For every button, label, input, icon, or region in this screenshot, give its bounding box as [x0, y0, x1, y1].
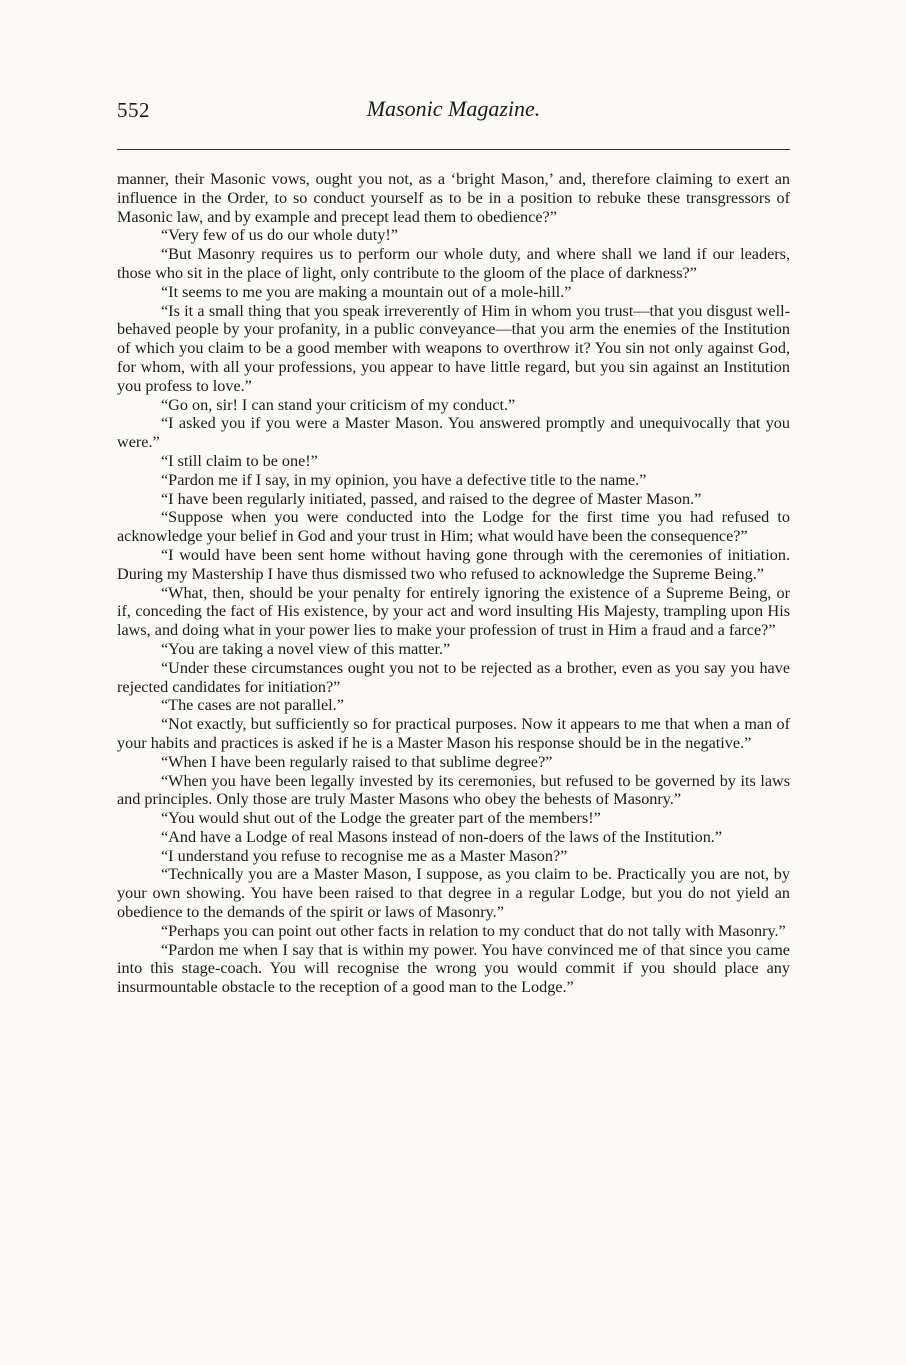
page-header — [117, 96, 790, 130]
running-title: Masonic Magazine. — [366, 96, 541, 121]
paragraph: manner, their Masonic vows, ought you not, as a ‘bright Mason,’ and, therefore claiming to exert an influence in the Order, to so conduct yourself as to be in a position to rebuke these transgressors of Masonic law, and by example and precept lead them to obedience?” — [117, 170, 790, 226]
paragraph: “Not exactly, but sufficiently so for practical purposes. Now it appears to me that when a man of your habits and practices is asked if he is a Master Mason his response should be in the negative.” — [117, 715, 790, 752]
paragraph: “When you have been legally invested by its ceremonies, but refused to be governed by its laws and principles. Only those are truly Master Masons who obey the behests of Masonry.” — [117, 771, 790, 809]
paragraph: “What, then, should be your penalty for entirely ignoring the existence of a Supreme Being, or if, conceding the fact of His existence, by your act and word insulting His Majesty, trampling upon His laws, and doing what in your power lies to make your profession of trust in Him a fraud and a farce?” — [117, 583, 790, 640]
paragraph: “Under these circumstances ought you not to be rejected as a brother, even as you say you have rejected candidates for initiation?” — [117, 658, 790, 696]
paragraph: “You would shut out of the Lodge the greater part of the members!” — [161, 809, 601, 828]
paragraph: “Pardon me if I say, in my opinion, you have a defective title to the name.” — [161, 470, 647, 489]
paragraph: “I would have been sent home without having gone through with the ceremonies of initiation. During my Mastership I have thus dismissed two who refused to acknowledge the Supreme Being.” — [117, 545, 790, 583]
paragraph: “You are taking a novel view of this matter.” — [161, 639, 451, 658]
paragraph: “The cases are not parallel.” — [161, 696, 344, 715]
paragraph: “Is it a small thing that you speak irreverently of Him in whom you trust—that you disgust well-behaved people by your profanity, in a public conveyance—that you arm the enemies of the Institution of which you claim to be a good member with weapons to overthrow it? You sin not only against God, for whom, with all your professions, you appear to have little regard, but you sin against an Institution you profess to love.” — [117, 301, 790, 395]
paragraph: “Perhaps you can point out other facts in relation to my conduct that do not tally with Masonry.” — [161, 921, 786, 940]
paragraph: “Pardon me when I say that is within my power. You have convinced me of that since you came into this stage-coach. You will recognise the wrong you would commit if you should place any insurmountable obstacle to the reception of a good man to the Lodge.” — [117, 940, 790, 997]
header-rule — [117, 149, 790, 150]
paragraph: “I still claim to be one!” — [161, 451, 318, 470]
page-number: 552 — [117, 98, 150, 122]
paragraph: “But Masonry requires us to perform our whole duty, and where shall we land if our leaders, those who sit in the place of light, only contribute to the gloom of the place of darkness?” — [117, 245, 790, 282]
paragraph: “I understand you refuse to recognise me as a Master Mason?” — [161, 846, 568, 865]
paragraph: “I asked you if you were a Master Mason. You answered promptly and unequivocally that you were.” — [117, 414, 790, 452]
paragraph: “Suppose when you were conducted into the Lodge for the first time you had refused to acknowledge your belief in God and your trust in Him; what would have been the consequence?” — [117, 508, 790, 546]
paragraph: “When I have been regularly raised to that sublime degree?” — [161, 752, 553, 771]
paragraph: “I have been regularly initiated, passed, and raised to the degree of Master Mason.” — [161, 489, 702, 508]
article-body — [117, 170, 790, 997]
paragraph: “Very few of us do our whole duty!” — [161, 226, 398, 245]
paragraph: “Technically you are a Master Mason, I suppose, as you claim to be. Practically you are not, by your own showing. You have been raised to that degree in a regular Lodge, but you do not yield an obedience to the demands of the spirit or laws of Masonry.” — [117, 865, 790, 922]
paragraph: “Go on, sir! I can stand your criticism of my conduct.” — [161, 395, 516, 414]
paragraph: “And have a Lodge of real Masons instead of non-doers of the laws of the Institution.” — [161, 827, 723, 846]
paragraph: “It seems to me you are making a mountain out of a mole-hill.” — [161, 282, 572, 301]
